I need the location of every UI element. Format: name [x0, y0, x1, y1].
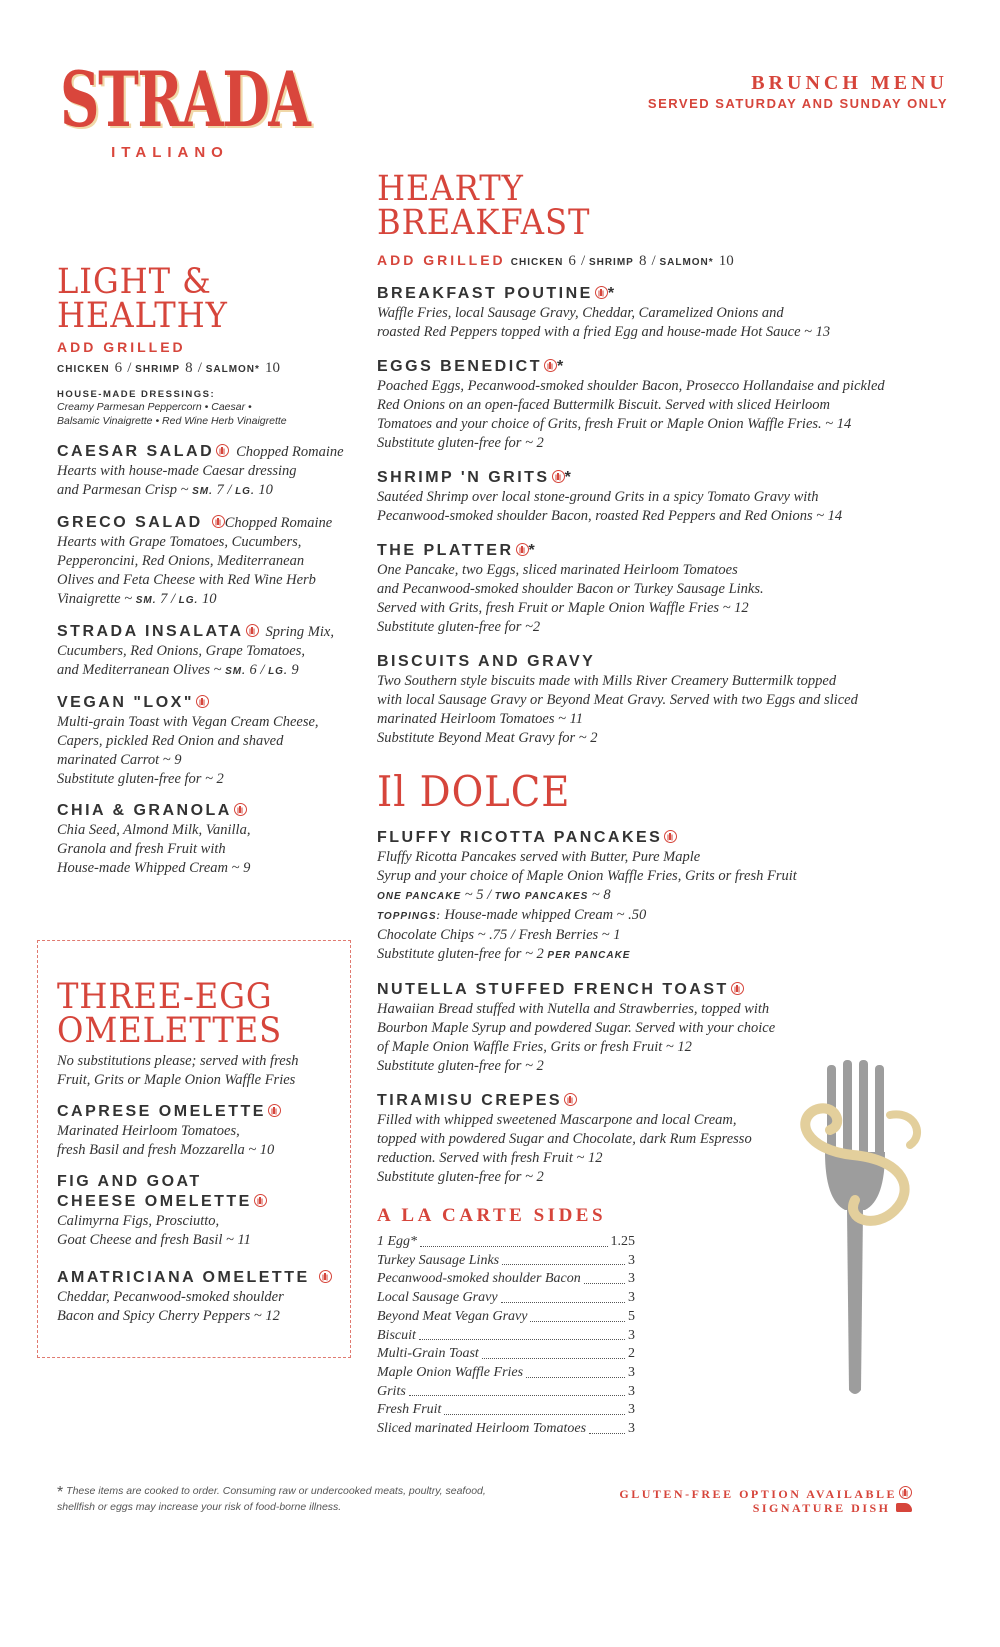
- dressings-heading: HOUSE-MADE DRESSINGS:: [57, 389, 216, 400]
- gluten-free-icon: [552, 470, 565, 483]
- side-name: Pecanwood-smoked shoulder Bacon: [377, 1271, 581, 1287]
- greco-desc-5: Vinaigrette ~: [57, 591, 133, 607]
- poutine-name: BREAKFAST POUTINE: [377, 285, 593, 302]
- gluten-free-icon: [899, 1486, 912, 1499]
- omelettes-intro-2: Fruit, Grits or Maple Onion Waffle Fries: [57, 1072, 296, 1088]
- logo-subtitle: ITALIANO: [111, 144, 229, 161]
- fig-name-1: FIG AND GOAT: [57, 1173, 202, 1190]
- sides-title: A LA CARTE SIDES: [377, 1205, 607, 1226]
- shrimp-label: SHRIMP: [588, 257, 634, 268]
- leader-dots: [589, 1420, 625, 1434]
- gluten-free-icon: [544, 359, 557, 372]
- chicken-label: CHICKEN: [510, 257, 564, 268]
- vegan-desc-4: Substitute gluten-free for ~ 2: [57, 771, 224, 787]
- caesar-lg-label: LG.: [235, 486, 255, 497]
- strada-logo: [60, 55, 310, 161]
- asterisk: *: [57, 1484, 64, 1501]
- disclaimer-line-2: shellfish or eggs may increase your risk of food-borne illness.: [57, 1501, 342, 1513]
- toppings-desc: House-made whipped Cream ~ .50: [444, 907, 647, 923]
- platter-desc-3: Served with Grits, fresh Fruit or Maple Onion Waffle Fries ~ 12: [377, 600, 749, 616]
- legend: [619, 1486, 912, 1515]
- tiramisu-desc-2: topped with powdered Sugar and Chocolate, dark Rum Espresso: [377, 1131, 752, 1147]
- caesar-desc-2: Hearts with house-made Caesar dressing: [57, 463, 297, 479]
- amatriciana-omelette-item: [57, 1268, 347, 1326]
- biscuits-desc-1: Two Southern style biscuits made with Mills River Creamery Buttermilk topped: [377, 673, 837, 689]
- side-name: 1 Egg*: [377, 1234, 418, 1249]
- gluten-free-icon: [196, 695, 209, 708]
- side-item: [377, 1308, 635, 1327]
- amat-name: AMATRICIANA OMELETTE: [57, 1269, 310, 1286]
- vegan-name: VEGAN "LOX": [57, 694, 194, 711]
- side-name: Beyond Meat Vegan Gravy: [377, 1308, 528, 1324]
- light-title-2: HEALTHY: [57, 296, 228, 336]
- platter-desc-2: and Pecanwood-smoked shoulder Bacon or Turkey Sausage Links.: [377, 581, 764, 597]
- gluten-free-icon: [216, 444, 229, 457]
- greco-desc-2: Hearts with Grape Tomatoes, Cucumbers,: [57, 534, 302, 550]
- insalata-sm-label: SM.: [225, 666, 246, 677]
- caprese-omelette-item: [57, 1102, 347, 1160]
- side-item: [377, 1420, 635, 1439]
- shrimp-grits-name: SHRIMP 'N GRITS: [377, 469, 550, 486]
- side-price: 3: [628, 1421, 635, 1437]
- tiramisu-desc-3: reduction. Served with fresh Fruit ~ 12: [377, 1150, 603, 1166]
- signature-dish-icon: [896, 1503, 912, 1512]
- poutine-desc-1: Waffle Fries, local Sausage Gravy, Cheddar, Caramelized Onions and: [377, 305, 784, 321]
- platter-name: THE PLATTER: [377, 542, 514, 559]
- chia-desc-3: House-made Whipped Cream ~ 9: [57, 860, 251, 876]
- gluten-free-icon: [516, 543, 529, 556]
- caprese-name: CAPRESE OMELETTE: [57, 1103, 266, 1120]
- caesar-salad-item: CAESAR SALAD Chopped Romaine Hearts with house-made Caesar dressing and Parmesan Crisp ~ SM. 7 / LG. 10: [57, 442, 347, 501]
- insalata-lg-label: LG.: [268, 666, 288, 677]
- side-name: Local Sausage Gravy: [377, 1290, 498, 1306]
- shrimp-price: 8: [185, 360, 193, 376]
- side-price: 3: [628, 1290, 635, 1306]
- shrimp-price: 8: [638, 253, 647, 269]
- side-name: Maple Onion Waffle Fries: [377, 1364, 524, 1380]
- vegan-desc-2: Capers, pickled Red Onion and shaved: [57, 733, 284, 749]
- caprese-desc-2: fresh Basil and fresh Mozzarella ~ 10: [57, 1142, 275, 1158]
- gluten-free-icon: [319, 1270, 332, 1283]
- side-name: Grits: [377, 1383, 406, 1399]
- leader-dots: [502, 1252, 625, 1266]
- fig-name-2: CHEESE OMELETTE: [57, 1193, 252, 1210]
- menu-subtitle: SERVED SATURDAY AND SUNDAY ONLY: [647, 96, 948, 111]
- leader-dots: [409, 1383, 625, 1397]
- ricotta-substitute: Substitute gluten-free for ~ 2: [377, 946, 544, 962]
- dolce-title: Il DOLCE: [377, 767, 571, 816]
- biscuits-gravy-item: [377, 652, 917, 748]
- shrimp-grits-desc-1: Sautéed Shrimp over local stone-ground Grits in a spicy Tomato Gravy with: [377, 489, 819, 505]
- biscuits-desc-4: Substitute Beyond Meat Gravy for ~ 2: [377, 730, 598, 746]
- gluten-free-icon: [595, 286, 608, 299]
- benedict-desc-2: Red Onions on an open-faced Buttermilk Biscuit. Served with sliced Heirloom: [377, 397, 831, 413]
- tiramisu-name: TIRAMISU CREPES: [377, 1092, 563, 1109]
- chicken-price: 6: [568, 253, 576, 269]
- chia-name: CHIA & GRANOLA: [57, 802, 232, 819]
- salmon-price: 10: [718, 253, 734, 269]
- side-item: [377, 1327, 635, 1346]
- biscuits-desc-3: marinated Heirloom Tomatoes ~ 11: [377, 711, 584, 727]
- insalata-desc-3: and Mediterranean Olives ~: [57, 662, 222, 678]
- omelettes-title-1: THREE-EGG: [57, 977, 273, 1017]
- toppings-desc-2: Chocolate Chips ~ .75 / Fresh Berries ~ 1: [377, 927, 621, 943]
- caesar-name: CAESAR SALAD: [57, 443, 215, 460]
- per-pancake-label: PER PANCAKE: [547, 950, 631, 961]
- fig-desc-2: Goat Cheese and fresh Basil ~ 11: [57, 1232, 251, 1248]
- caesar-desc-1: Chopped Romaine: [236, 444, 344, 460]
- light-add-grilled: ADD GRILLED: [57, 339, 186, 355]
- chia-desc-1: Chia Seed, Almond Milk, Vanilla,: [57, 822, 251, 838]
- light-healthy-section: [57, 262, 347, 890]
- ricotta-desc-1: Fluffy Ricotta Pancakes served with Butter, Pure Maple: [377, 849, 701, 865]
- side-item: [377, 1289, 635, 1308]
- nutella-desc-2: Bourbon Maple Syrup and powdered Sugar. Served with your choice: [377, 1020, 776, 1036]
- amat-desc-1: Cheddar, Pecanwood-smoked shoulder: [57, 1289, 284, 1305]
- greco-lg-price: 10: [201, 591, 217, 607]
- chicken-price: 6: [114, 360, 123, 376]
- eggs-benedict-item: EGGS BENEDICT * Poached Eggs, Pecanwood-smoked shoulder Bacon, Prosecco Hollandaise and pickled Red Onions on an open-faced Buttermilk Biscuit. Served with sliced Heirloom Tomatoes and your choice of Grits, fresh Fruit or Maple Onion Waffle Fries. ~ 14 Substitute gluten-free for ~ 2: [377, 357, 917, 453]
- greco-sm-price: 7: [160, 591, 168, 607]
- insalata-desc-2: Cucumbers, Red Onions, Grape Tomatoes,: [57, 643, 305, 659]
- poutine-desc-2: roasted Red Peppers topped with a fried Egg and house-made Hot Sauce ~ 13: [377, 324, 831, 340]
- leader-dots: [501, 1289, 625, 1303]
- caesar-sm-price: 7: [216, 482, 224, 498]
- nutella-desc-1: Hawaiian Bread stuffed with Nutella and Strawberries, topped with: [377, 1001, 770, 1017]
- greco-sm-label: SM.: [135, 595, 157, 606]
- shrimp-grits-item: SHRIMP 'N GRITS * Sautéed Shrimp over local stone-ground Grits in a spicy Tomato Gravy with Pecanwood-smoked shoulder Bacon, roasted Red Peppers and Red Onions ~ 14: [377, 468, 917, 526]
- side-price: 5: [628, 1308, 635, 1324]
- light-title-1: LIGHT &: [57, 262, 212, 302]
- nutella-name: NUTELLA STUFFED FRENCH TOAST: [377, 981, 729, 998]
- nutella-desc-4: Substitute gluten-free for ~ 2: [377, 1058, 544, 1074]
- benedict-desc-3: Tomatoes and your choice of Grits, fresh Fruit or Maple Onion Waffle Fries. ~ 14: [377, 416, 852, 432]
- leader-dots: [419, 1327, 625, 1341]
- tiramisu-desc-4: Substitute gluten-free for ~ 2: [377, 1169, 544, 1185]
- leader-dots: [530, 1308, 625, 1322]
- insalata-name: STRADA INSALATA: [57, 623, 244, 640]
- benedict-desc-1: Poached Eggs, Pecanwood-smoked shoulder Bacon, Prosecco Hollandaise and pickled: [377, 378, 885, 394]
- gluten-free-icon: [268, 1104, 281, 1117]
- gluten-free-icon: [254, 1194, 267, 1207]
- caesar-desc-3: and Parmesan Crisp ~: [57, 482, 189, 498]
- fork-illustration: [785, 1060, 935, 1405]
- side-name: Fresh Fruit: [377, 1402, 442, 1418]
- biscuits-name: BISCUITS AND GRAVY: [377, 653, 596, 670]
- chicken-label: CHICKEN: [57, 364, 110, 375]
- dressings-line-2: Balsamic Vinaigrette • Red Wine Herb Vinaigrette: [57, 415, 287, 427]
- footer-disclaimer: [57, 1484, 537, 1514]
- side-name: Sliced marinated Heirloom Tomatoes: [377, 1421, 587, 1437]
- chia-granola-item: [57, 801, 347, 878]
- omelettes-intro-1: No substitutions please; served with fresh: [57, 1053, 299, 1069]
- ricotta-desc-2: Syrup and your choice of Maple Onion Waffle Fries, Grits or fresh Fruit: [377, 868, 797, 884]
- menu-title: BRUNCH MENU: [751, 72, 948, 94]
- side-price: 3: [628, 1271, 635, 1287]
- platter-desc-1: One Pancake, two Eggs, sliced marinated Heirloom Tomatoes: [377, 562, 738, 578]
- hearty-add-grilled: ADD GRILLED: [377, 252, 506, 268]
- side-name: Biscuit: [377, 1327, 416, 1343]
- omelettes-title-2: OMELETTES: [57, 1011, 283, 1051]
- side-price: 3: [628, 1383, 635, 1399]
- signature-legend-label: SIGNATURE DISH: [752, 1501, 891, 1515]
- leader-dots: [444, 1401, 625, 1415]
- side-item: [377, 1252, 635, 1271]
- tiramisu-desc-1: Filled with whipped sweetened Mascarpone and local Cream,: [377, 1112, 737, 1128]
- biscuits-desc-2: with local Sausage Gravy or Beyond Meat Gravy. Served with two Eggs and sliced: [377, 692, 858, 708]
- chia-desc-2: Granola and fresh Fruit with: [57, 841, 226, 857]
- benedict-name: EGGS BENEDICT: [377, 358, 542, 375]
- greco-desc-3: Pepperoncini, Red Onions, Mediterranean: [57, 553, 305, 569]
- insalata-sm-price: 6: [249, 662, 257, 678]
- gluten-free-icon: [212, 515, 225, 528]
- caesar-sm-label: SM.: [192, 486, 213, 497]
- gluten-free-icon: [664, 830, 677, 843]
- breakfast-poutine-item: BREAKFAST POUTINE * Waffle Fries, local Sausage Gravy, Cheddar, Caramelized Onions and roasted Red Peppers topped with a fried Egg and house-made Hot Sauce ~ 13: [377, 284, 917, 342]
- two-pancakes-price: ~ 8: [591, 887, 611, 903]
- platter-desc-4: Substitute gluten-free for ~2: [377, 619, 541, 635]
- greco-salad-item: GRECO SALAD Chopped Romaine Hearts with Grape Tomatoes, Cucumbers, Pepperoncini, Red Onions, Mediterranean Olives and Feta Cheese with Red Wine Herb Vinaigrette ~ SM. 7 / LG. 10: [57, 513, 347, 610]
- side-price: 2: [628, 1346, 635, 1362]
- salmon-label: SALMON*: [659, 257, 714, 268]
- benedict-desc-4: Substitute gluten-free for ~ 2: [377, 435, 544, 451]
- leader-dots: [526, 1364, 625, 1378]
- dressings-line-1: Creamy Parmesan Peppercorn • Caesar •: [57, 401, 252, 413]
- ricotta-pancakes-item: [377, 828, 917, 965]
- two-pancakes-label: TWO PANCAKES: [494, 891, 589, 902]
- amat-desc-2: Bacon and Spicy Cherry Peppers ~ 12: [57, 1308, 280, 1324]
- side-item: [377, 1364, 635, 1383]
- side-price: 3: [628, 1327, 635, 1343]
- logo-name: STRADA: [60, 55, 310, 144]
- side-item: [377, 1233, 635, 1252]
- vegan-lox-item: [57, 693, 347, 789]
- caprese-desc-1: Marinated Heirloom Tomatoes,: [57, 1123, 240, 1139]
- ricotta-name: FLUFFY RICOTTA PANCAKES: [377, 829, 663, 846]
- side-item: [377, 1345, 635, 1364]
- greco-desc-1: Chopped Romaine: [224, 515, 333, 531]
- fig-goat-omelette-item: [57, 1172, 347, 1250]
- gluten-free-icon: [564, 1093, 577, 1106]
- side-name: Multi-Grain Toast: [377, 1346, 479, 1362]
- shrimp-label: SHRIMP: [135, 364, 181, 375]
- side-item: [377, 1383, 635, 1402]
- hearty-proteins: ADD GRILLED CHICKEN 6 / SHRIMP 8 / SALMON* 10: [377, 252, 734, 269]
- side-item: [377, 1401, 635, 1420]
- fig-desc-1: Calimyrna Figs, Prosciutto,: [57, 1213, 220, 1229]
- the-platter-item: THE PLATTER * One Pancake, two Eggs, sliced marinated Heirloom Tomatoes and Pecanwood-smoked shoulder Bacon or Turkey Sausage Links. Served with Grits, fresh Fruit or Maple Onion Waffle Fries ~ 12 Substitute gluten-free for ~2: [377, 541, 917, 637]
- one-pancake-price: ~ 5 /: [464, 887, 492, 903]
- leader-dots: [482, 1345, 625, 1359]
- greco-lg-label: LG.: [178, 595, 199, 606]
- gluten-free-icon: [234, 803, 247, 816]
- shrimp-grits-desc-2: Pecanwood-smoked shoulder Bacon, roasted Red Peppers and Red Onions ~ 14: [377, 508, 843, 524]
- leader-dots: [584, 1270, 625, 1284]
- side-name: Turkey Sausage Links: [377, 1252, 500, 1268]
- side-price: 3: [628, 1252, 635, 1268]
- greco-desc-4: Olives and Feta Cheese with Red Wine Herb: [57, 572, 316, 588]
- one-pancake-label: ONE PANCAKE: [377, 891, 462, 902]
- insalata-lg-price: 9: [291, 662, 299, 678]
- disclaimer-line-1: These items are cooked to order. Consuming raw or undercooked meats, poultry, seafood,: [66, 1485, 486, 1497]
- greco-name: GRECO SALAD: [57, 514, 203, 531]
- gf-legend-label: GLUTEN-FREE OPTION AVAILABLE: [619, 1487, 897, 1501]
- nutella-desc-3: of Maple Onion Waffle Fries, Grits or fresh Fruit ~ 12: [377, 1039, 692, 1055]
- side-item: [377, 1270, 635, 1289]
- gluten-free-icon: [246, 624, 259, 637]
- toppings-label: TOPPINGS:: [377, 911, 441, 922]
- hearty-title-1: HEARTY: [377, 169, 524, 209]
- gluten-free-icon: [731, 982, 744, 995]
- caesar-lg-price: 10: [258, 482, 273, 498]
- insalata-desc-1: Spring Mix,: [265, 624, 334, 640]
- side-price: 3: [628, 1402, 635, 1418]
- light-proteins: CHICKEN 6 / SHRIMP 8 / SALMON* 10: [57, 360, 281, 376]
- salmon-price: 10: [265, 360, 281, 376]
- vegan-desc-3: marinated Carrot ~ 9: [57, 752, 182, 768]
- side-price: 1.25: [610, 1234, 635, 1249]
- omelettes-section: [57, 977, 347, 1338]
- hearty-title-2: BREAKFAST: [377, 203, 591, 243]
- vegan-desc-1: Multi-grain Toast with Vegan Cream Cheese,: [57, 714, 319, 730]
- salmon-label: SALMON*: [205, 364, 260, 375]
- menu-header: [648, 72, 948, 111]
- side-price: 3: [628, 1364, 635, 1380]
- strada-insalata-item: STRADA INSALATA Spring Mix, Cucumbers, Red Onions, Grape Tomatoes, and Mediterranean Olives ~ SM. 6 / LG. 9: [57, 622, 347, 681]
- leader-dots: [420, 1233, 607, 1247]
